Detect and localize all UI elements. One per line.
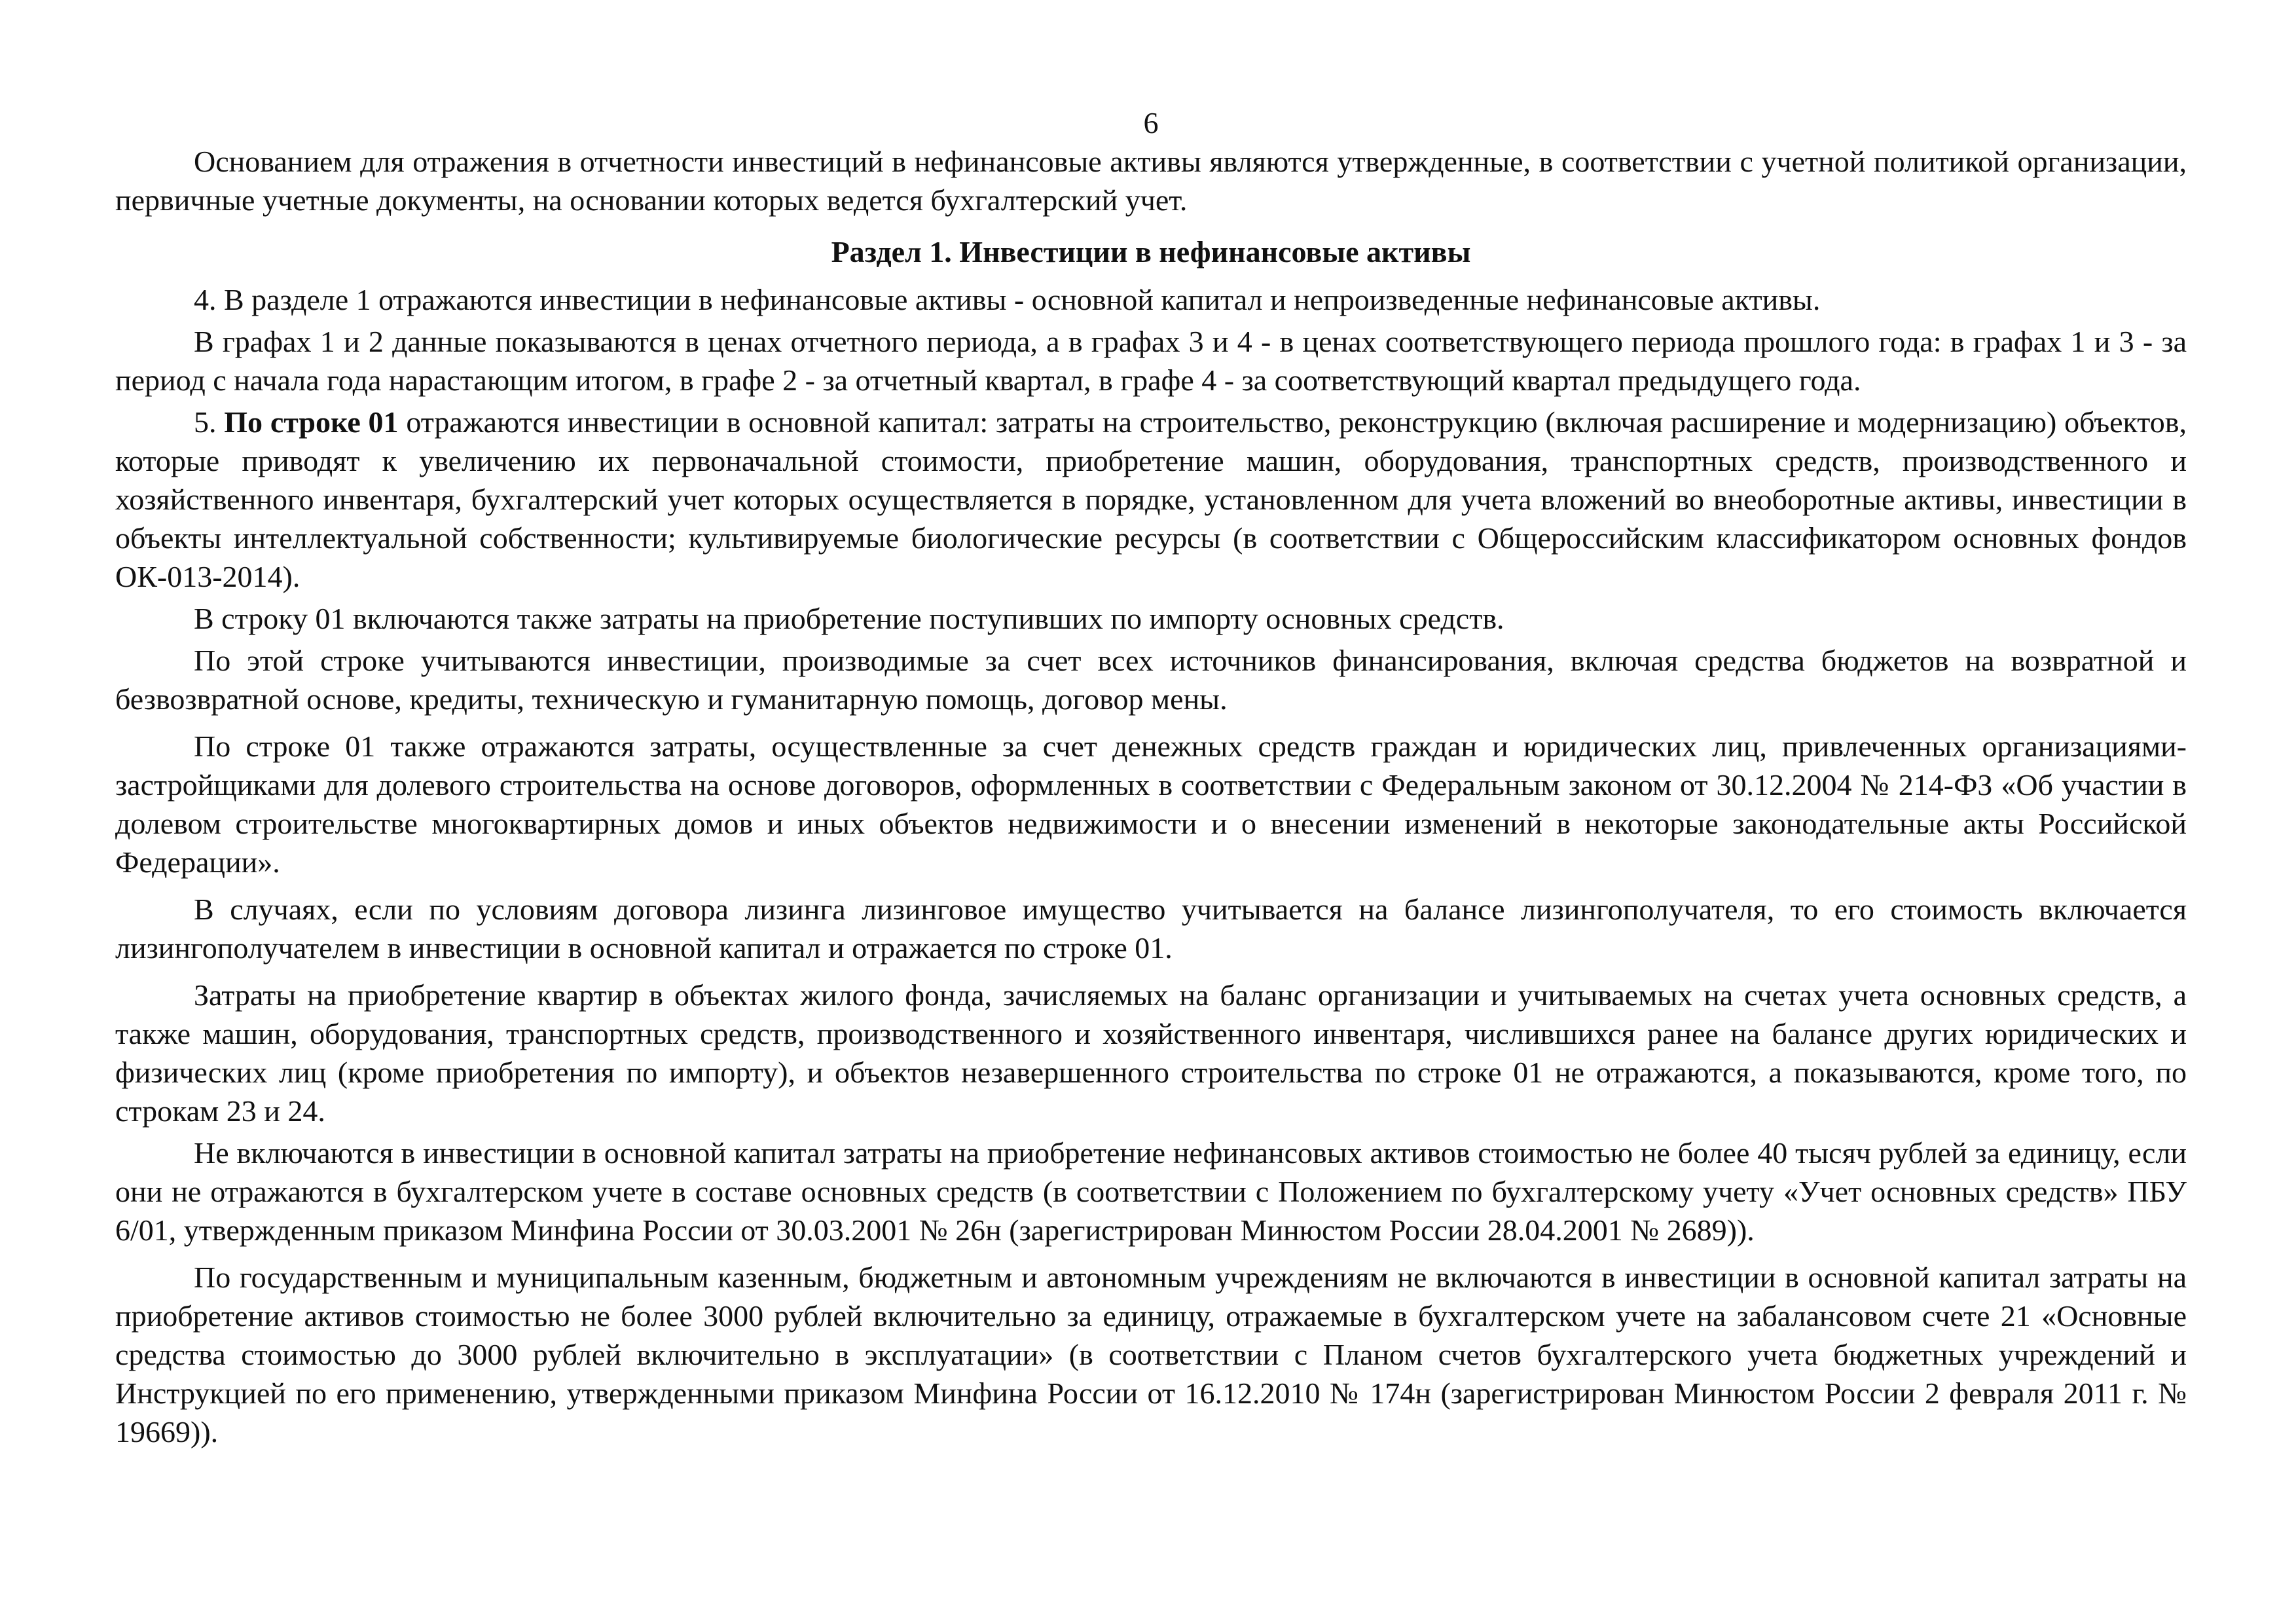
paragraph-leasing: В случаях, если по условиям договора лизинга лизинговое имущество учитывается на балансе лизингополучателя, то его стоимость включается лизингополучателем в инвестиции в основной капитал и отражается по строке 01. xyxy=(115,893,2187,965)
paragraph-sources: По этой строке учитываются инвестиции, производимые за счет всех источников финансирования, включая средства бюджетов на возвратной и безвозвратной основе, кредиты, техническую и гуманитарную помощь, договор мены. xyxy=(115,644,2187,716)
intro-paragraph: Основанием для отражения в отчетности инвестиций в нефинансовые активы являются утвержденные, в соответствии с учетной политикой организации, первичные учетные документы, на основании которых ведется бухгалтерский учет. xyxy=(115,145,2187,217)
page-number: 6 xyxy=(1143,106,1159,139)
paragraph-5-bold-lead: По строке 01 xyxy=(224,405,399,439)
paragraph-apartments: Затраты на приобретение квартир в объектах жилого фонда, зачисляемых на баланс организации и учитываемых на счетах учета основных средств, а также машин, оборудования, транспортных средств, производственного и хозяйственного инвентаря, числившихся ранее на балансе других юридических и физических лиц (кроме приобретения по импорту), и объектов незавершенного строительства по строке 01 не отражаются, а показываются, кроме того, по строкам 23 и 24. xyxy=(115,978,2187,1128)
paragraph-4: 4. В разделе 1 отражаются инвестиции в нефинансовые активы - основной капитал и непроизведенные нефинансовые активы. xyxy=(194,283,1821,316)
paragraph-import: В строку 01 включаются также затраты на приобретение поступивших по импорту основных средств. xyxy=(194,602,1504,635)
paragraph-5-number: 5. xyxy=(194,405,217,439)
paragraph-columns: В графах 1 и 2 данные показываются в ценах отчетного периода, а в графах 3 и 4 - в ценах соответствующего периода прошлого года: в графах 1 и 3 - за период с начала года нарастающим итогом, в графе 2 - за отчетный квартал, в графе 4 - за соответствующий квартал предыдущего года. xyxy=(115,325,2187,397)
paragraph-state-institutions: По государственным и муниципальным казенным, бюджетным и автономным учреждениям не включаются в инвестиции в основной капитал затраты на приобретение активов стоимостью не более 3000 рублей включительно за единицу, отражаемые в бухгалтерском учете на забалансовом счете 21 «Основные средства стоимостью до 3000 рублей включительно в эксплуатации» (в соответствии с Планом счетов бухгалтерского учета бюджетных учреждений и Инструкцией по его применению, утвержденными приказом Минфина России от 16.12.2010 № 174н (зарегистрирован Минюстом России 2 февраля 2011 г. № 19669)). xyxy=(115,1261,2187,1449)
document-page xyxy=(115,105,2187,1451)
section-title: Раздел 1. Инвестиции в нефинансовые активы xyxy=(831,235,1471,268)
paragraph-5-text: отражаются инвестиции в основной капитал: затраты на строительство, реконструкцию (включая расширение и модернизацию) объектов, которые приводят к увеличению их первоначальной стоимости, приобретение машин, оборудования, транспортных средств, производственного и хозяйственного инвентаря, бухгалтерский учет которых осуществляется в порядке, установленном для учета вложений во внеоборотные активы, инвестиции в объекты интеллектуальной собственности; культивируемые биологические ресурсы (в соответствии с Общероссийским классификатором основных фондов ОК-013-2014). xyxy=(115,405,2187,593)
paragraph-shared-construction: По строке 01 также отражаются затраты, осуществленные за счет денежных средств граждан и юридических лиц, привлеченных организациями-застройщиками для долевого строительства на основе договоров, оформленных в соответствии с Федеральным законом от 30.12.2004 № 214-ФЗ «Об участии в долевом строительстве многоквартирных домов и иных объектов недвижимости и о внесении изменений в некоторые законодательные акты Российской Федерации». xyxy=(115,729,2187,879)
paragraph-40k-threshold: Не включаются в инвестиции в основной капитал затраты на приобретение нефинансовых активов стоимостью не более 40 тысяч рублей за единицу, если они не отражаются в бухгалтерском учете в составе основных средств (в соответствии с Положением по бухгалтерскому учету «Учет основных средств» ПБУ 6/01, утвержденным приказом Минфина России от 30.03.2001 № 26н (зарегистрирован Минюстом России 28.04.2001 № 2689)). xyxy=(115,1136,2187,1247)
paragraph-5 xyxy=(115,403,2187,596)
